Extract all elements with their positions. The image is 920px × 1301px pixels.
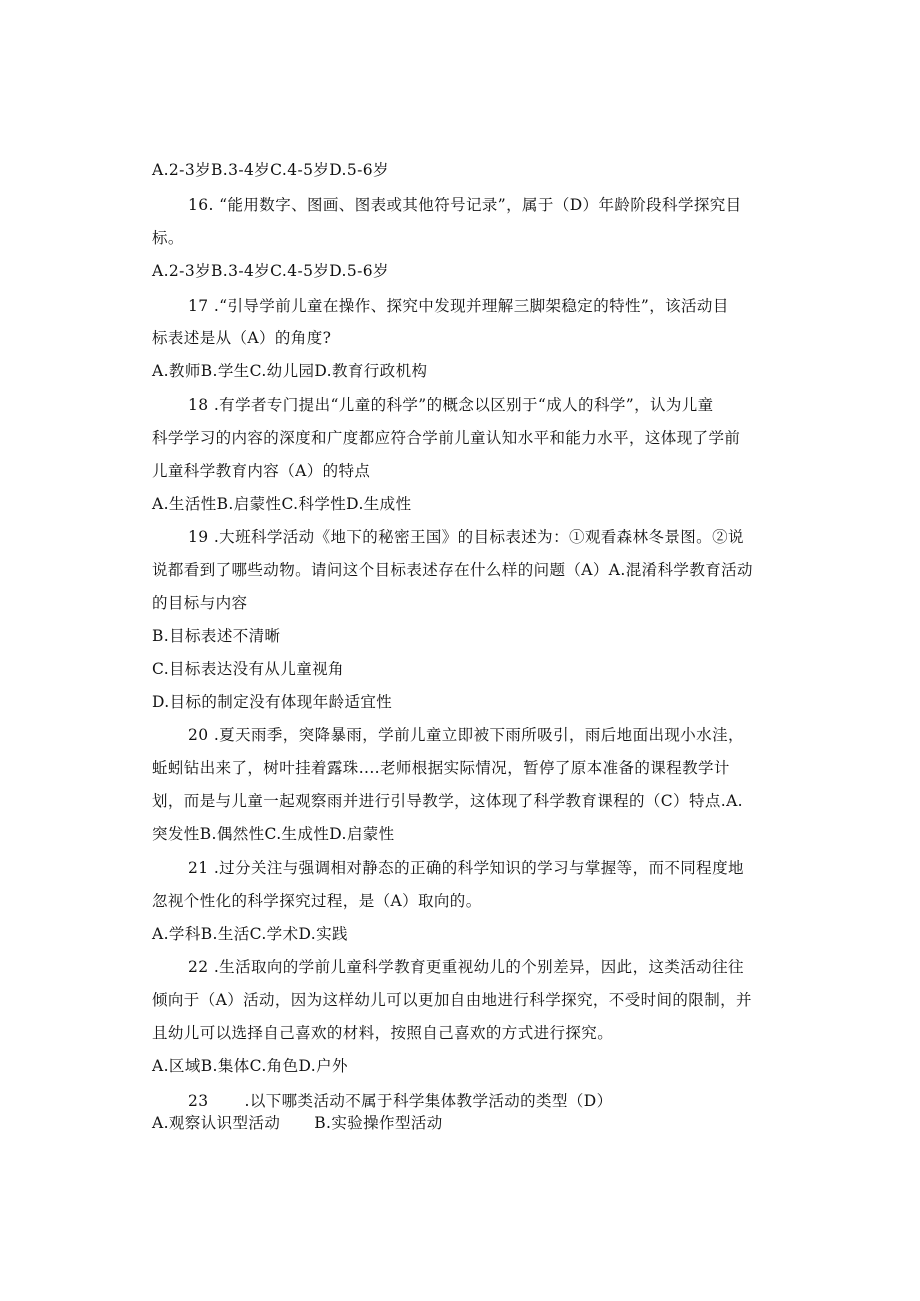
answer-option-q23-a: A.观察认识型活动	[152, 1114, 281, 1132]
question-23	[188, 1091, 828, 1111]
answer-options-q22: A.区域B.集体C.角色D.户外	[152, 1057, 348, 1075]
question-16-cont: 标。	[152, 229, 184, 247]
question-22-cont-2: 且幼儿可以选择自己喜欢的材料，按照自己喜欢的方式进行探究。	[152, 1024, 614, 1042]
answer-options-q17: A.教师B.学生C.幼儿园D.教育行政机构	[152, 362, 428, 380]
answer-options-q16: A.2-3岁B.3-4岁C.4-5岁D.5-6岁	[152, 262, 389, 280]
question-19: 19 .大班科学活动《地下的秘密王国》的目标表述为：①观看森林冬景图。②说	[188, 528, 744, 546]
question-19-cont-2: 的目标与内容	[152, 594, 248, 612]
question-22: 22 .生活取向的学前儿童科学教育更重视幼儿的个别差异，因此，这类活动往往	[188, 958, 744, 976]
question-20-cont-2: 划，而是与儿童一起观察雨并进行引导教学，这体现了科学教育课程的（C）特点.A.	[152, 792, 744, 810]
question-23-text: .以下哪类活动不属于科学集体教学活动的类型（D）	[244, 1092, 613, 1110]
question-20: 20 .夏天雨季，突降暴雨，学前儿童立即被下雨所吸引，雨后地面出现小水洼，	[188, 726, 744, 744]
question-16: 16. “能用数字、图画、图表或其他符号记录”，属于（D）年龄阶段科学探究目	[188, 196, 742, 214]
answer-option-q19-c: C.目标表达没有从儿童视角	[152, 660, 344, 678]
question-18: 18 .有学者专门提出“儿童的科学”的概念以区别于“成人的科学”，认为儿童	[188, 396, 714, 414]
question-17: 17 .“引导学前儿童在操作、探究中发现并理解三脚架稳定的特性”，该活动目	[188, 297, 729, 315]
question-19-cont-1: 说都看到了哪些动物。请问这个目标表述存在什么样的问题（A）A.混淆科学教育活动	[152, 561, 753, 579]
question-23-number: 23	[188, 1092, 209, 1110]
answer-option-q23-b: B.实验操作型活动	[314, 1114, 443, 1132]
question-17-cont: 标表述是从（A）的角度?	[152, 329, 332, 347]
question-20-cont-1: 蚯蚓钻出来了，树叶挂着露珠....老师根据实际情况，暂停了原本准备的课程教学计	[152, 759, 730, 777]
question-18-cont-1: 科学学习的内容的深度和广度都应符合学前儿童认知水平和能力水平，这体现了学前	[152, 429, 741, 447]
question-21: 21 .过分关注与强调相对静态的正确的科学知识的学习与掌握等，而不同程度地	[188, 859, 744, 877]
question-22-cont-1: 倾向于（A）活动，因为这样幼儿可以更加自由地进行科学探究，不受时间的限制，并	[152, 991, 752, 1009]
answer-options-q23	[152, 1113, 792, 1133]
answer-option-q19-d: D.目标的制定没有体现年龄适宜性	[152, 693, 393, 711]
answer-options-q21: A.学科B.生活C.学术D.实践	[152, 925, 348, 943]
answer-options-q15: A.2-3岁B.3-4岁C.4-5岁D.5-6岁	[152, 161, 389, 179]
question-18-cont-2: 儿童科学教育内容（A）的特点	[152, 462, 371, 480]
question-21-cont: 忽视个性化的科学探究过程，是（A）取向的。	[152, 892, 482, 910]
answer-options-q20: 突发性B.偶然性C.生成性D.启蒙性	[152, 825, 395, 843]
answer-option-q19-b: B.目标表述不清晰	[152, 627, 281, 645]
answer-options-q18: A.生活性B.启蒙性C.科学性D.生成性	[152, 495, 412, 513]
